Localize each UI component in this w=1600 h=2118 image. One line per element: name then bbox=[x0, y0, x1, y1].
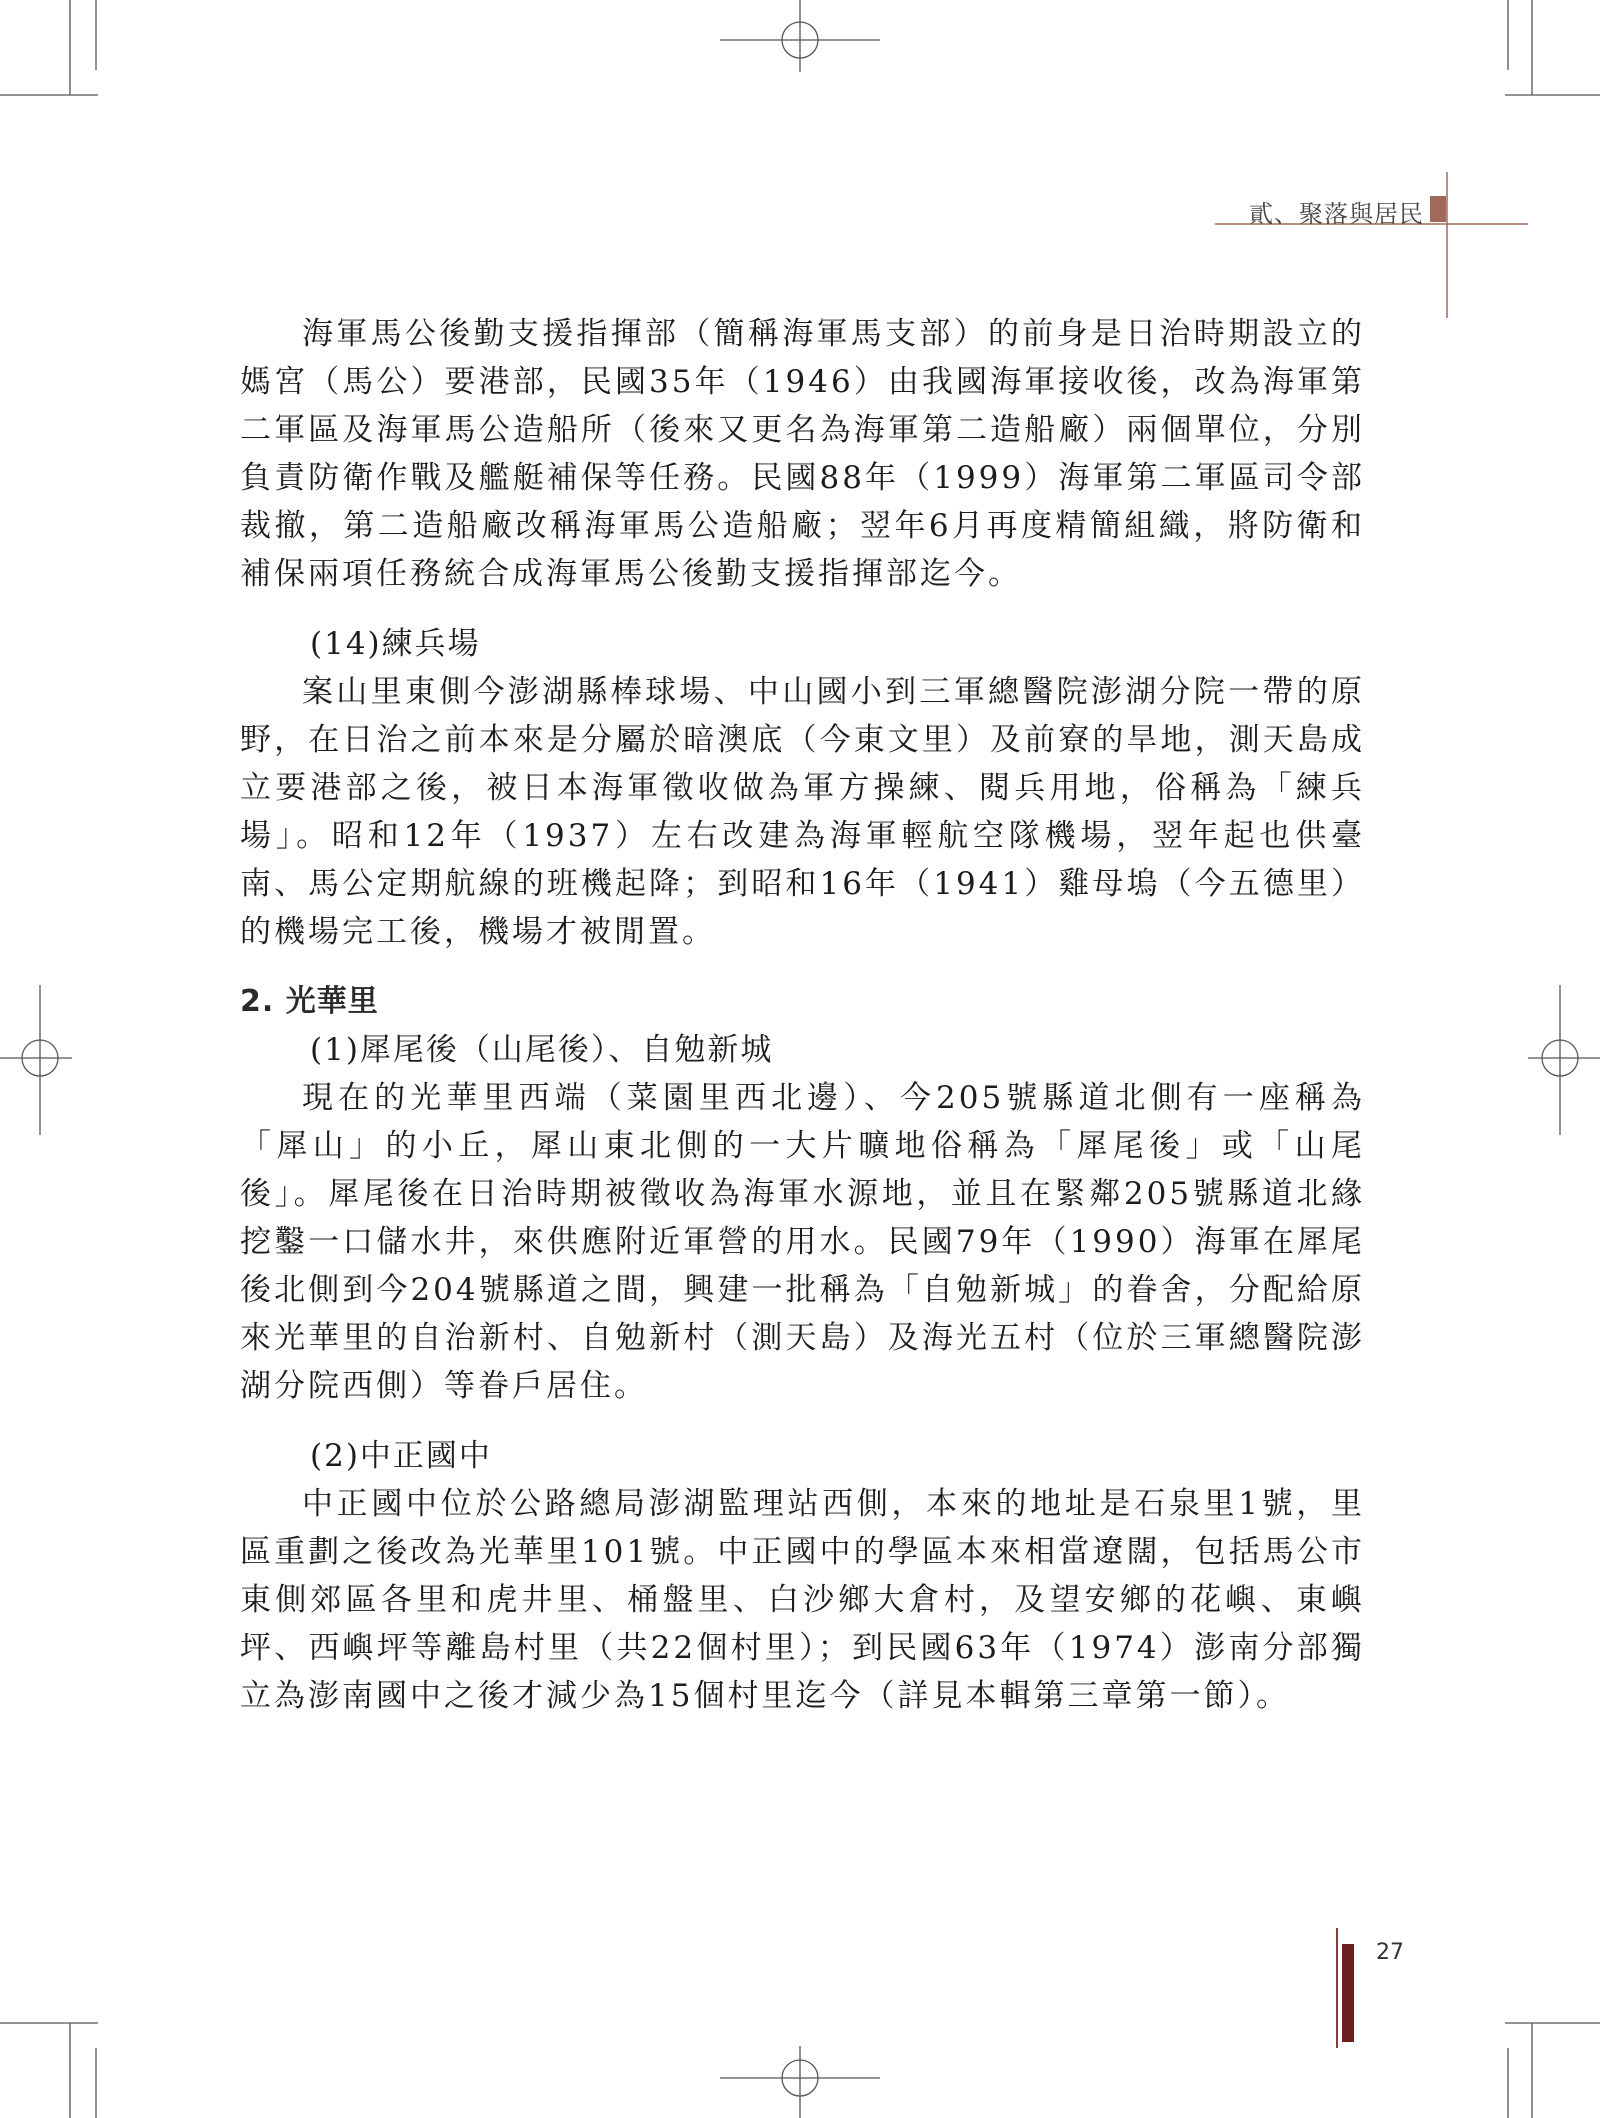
paragraph-naval-command: 海軍馬公後勤支援指揮部（簡稱海軍馬支部）的前身是日治時期設立的媽宮（馬公）要港部，民國35年（1946）由我國海軍接收後，改為海軍第二軍區及海軍馬公造船所（後來又更名為海軍第二造船廠）兩個單位，分別負責防衛作戰及艦艇補保等任務。民國88年（1999）海軍第二軍區司令部裁撤，第二造船廠改稱海軍馬公造船廠；翌年6月再度精簡組織，將防衛和補保兩項任務統合成海軍馬公後勤支援指揮部迄今。 bbox=[240, 316, 1365, 592]
folio-bar bbox=[1342, 1944, 1354, 2042]
chapter-title: 貳、聚落與居民 bbox=[1249, 200, 1424, 228]
header-accent-square bbox=[1430, 196, 1446, 222]
folio-rule bbox=[1336, 1928, 1338, 2048]
subheading-xiweihou: (1)犀尾後（山尾後）、自勉新城 bbox=[310, 1032, 774, 1068]
paragraph-zhongzheng: 中正國中位於公路總局澎湖監理站西側，本來的地址是石泉里1號，里區重劃之後改為光華里101號。中正國中的學區本來相當遼闊，包括馬公市東側郊區各里和虎井里、桶盤里、白沙鄉大倉村，及望安鄉的花嶼、東嶼坪、西嶼坪等離島村里（共22個村里）；到民國63年（1974）澎南分部獨立為澎南國中之後才減少為15個村里迄今（詳見本輯第三章第一節）。 bbox=[240, 1486, 1365, 1714]
paragraph-xiweihou: 現在的光華里西端（菜園里西北邊）、今205號縣道北側有一座稱為「犀山」的小丘，犀山東北側的一大片曠地俗稱為「犀尾後」或「山尾後」。犀尾後在日治時期被徵收為海軍水源地，並且在緊鄰205號縣道北緣挖鑿一口儲水井，來供應附近軍營的用水。民國79年（1990）海軍在犀尾後北側到今204號縣道之間，興建一批稱為「自勉新城」的眷舍，分配給原來光華里的自治新村、自勉新村（測天島）及海光五村（位於三軍總醫院澎湖分院西側）等眷戶居住。 bbox=[240, 1080, 1365, 1404]
paragraph-drill-ground: 案山里東側今澎湖縣棒球場、中山國小到三軍總醫院澎湖分院一帶的原野，在日治之前本來是分屬於暗澳底（今東文里）及前寮的旱地，測天島成立要港部之後，被日本海軍徵收做為軍方操練、閱兵用地，俗稱為「練兵場」。昭和12年（1937）左右改建為海軍輕航空隊機場，翌年起也供臺南、馬公定期航線的班機起降；到昭和16年（1941）雞母塢（今五德里）的機場完工後，機場才被閒置。 bbox=[240, 674, 1365, 950]
section-heading-guanghua: 2. 光華里 bbox=[240, 984, 379, 1019]
page-body bbox=[240, 310, 1365, 1720]
registration-target-bottom bbox=[720, 2046, 880, 2118]
registration-target-left bbox=[0, 985, 72, 1135]
subheading-drill-ground: (14)練兵場 bbox=[310, 626, 481, 662]
page-number: 27 bbox=[1376, 1940, 1404, 1965]
subheading-zhongzheng: (2)中正國中 bbox=[310, 1438, 492, 1474]
registration-target-right bbox=[1528, 985, 1600, 1135]
registration-target-top bbox=[720, 0, 880, 72]
